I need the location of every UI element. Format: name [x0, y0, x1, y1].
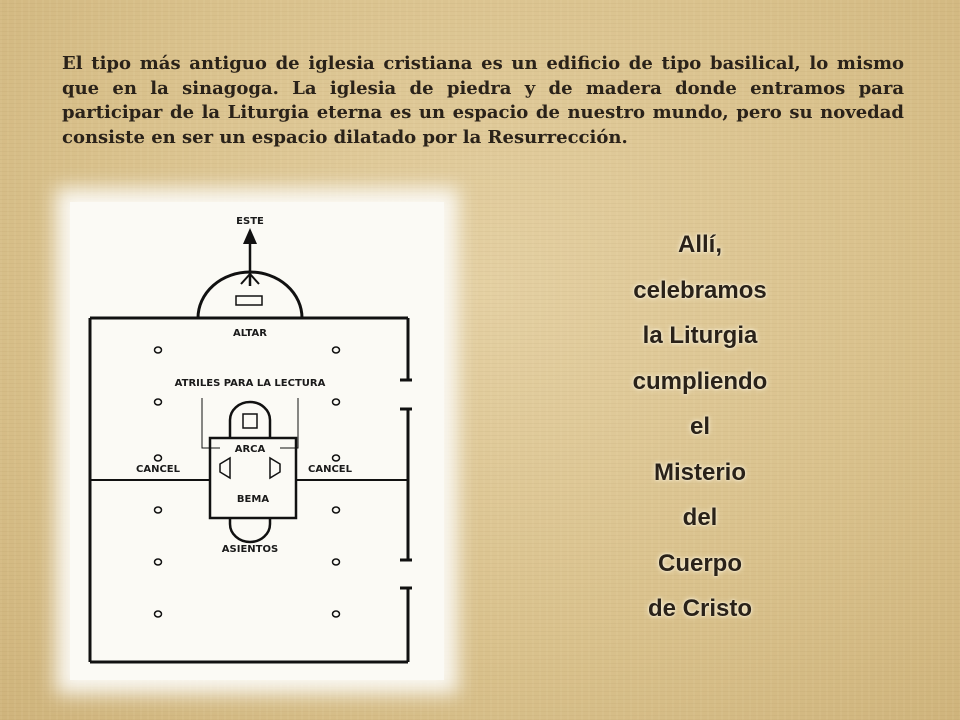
column	[155, 455, 162, 461]
east-label: ESTE	[236, 216, 264, 227]
verse-line: Cuerpo	[658, 549, 742, 577]
verse-line: de Cristo	[647, 595, 752, 622]
seats-apse	[230, 518, 270, 542]
verse-text	[540, 222, 860, 632]
lectern-left-icon	[220, 458, 230, 478]
column	[333, 507, 340, 513]
cancel-left-label: CANCEL	[136, 464, 180, 475]
floor-plan-diagram	[70, 202, 444, 680]
verse-line: Misterio	[653, 458, 746, 486]
column	[155, 399, 162, 405]
altar-table	[236, 296, 262, 305]
column	[155, 611, 162, 617]
intro-paragraph: El tipo más antiguo de iglesia cristiana es un edificio de tipo basilical, lo mismo que en la sinagoga. La iglesia de piedra y de madera donde entramos para participar de la Liturgia eterna es un espacio de nuestro mundo, pero su novedad consiste en ser un espacio dilatado por la Resurrección.	[62, 53, 904, 148]
verse-line: del	[682, 504, 718, 531]
column	[333, 455, 340, 461]
column	[333, 611, 340, 617]
bema-label: BEMA	[236, 494, 270, 505]
east-arrow-icon	[243, 228, 257, 244]
cancel-right-label: CANCEL	[308, 464, 352, 475]
verse-line: Allí,	[677, 231, 722, 258]
column	[155, 507, 162, 513]
lectern-right-icon	[270, 458, 280, 478]
column	[333, 559, 340, 565]
verse-line: celebramos	[633, 276, 767, 304]
column	[333, 399, 340, 405]
verse-line: la Liturgia	[642, 322, 758, 349]
column	[155, 347, 162, 353]
ark-niche	[230, 402, 270, 438]
column	[155, 559, 162, 565]
lecterns-label: ATRILES PARA LA LECTURA	[174, 378, 326, 389]
ark-label: ARCA	[234, 444, 266, 455]
altar-label: ALTAR	[233, 328, 267, 339]
seats-label: ASIENTOS	[221, 544, 279, 555]
verse-line: el	[689, 413, 710, 440]
column	[333, 347, 340, 353]
verse-line: cumpliendo	[632, 367, 768, 395]
church-floor-plan	[70, 202, 444, 680]
ark-box	[243, 414, 257, 428]
